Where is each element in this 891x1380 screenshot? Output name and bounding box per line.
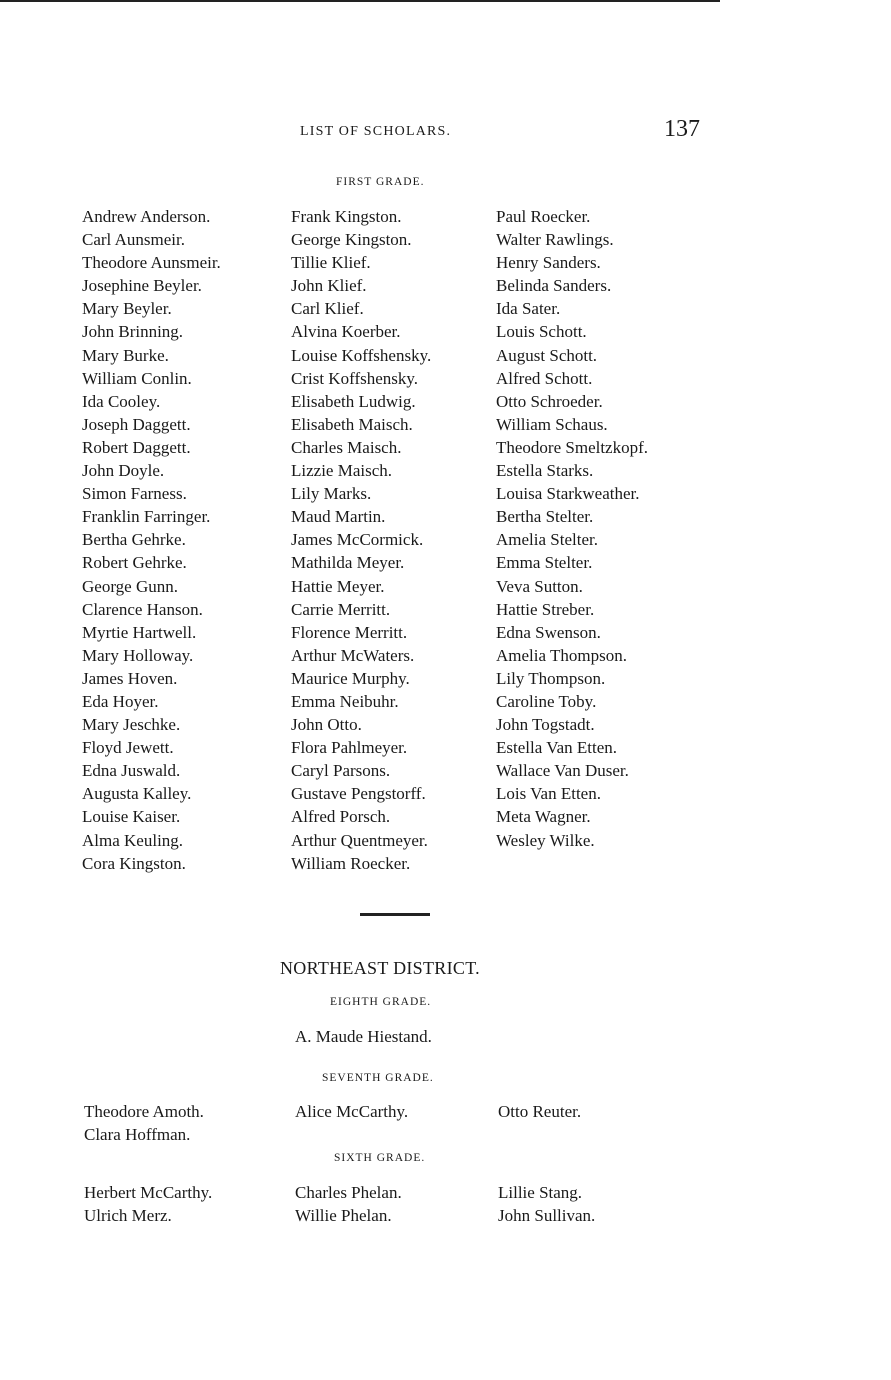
scholar-name: Alvina Koerber. [291, 322, 401, 342]
scholar-name: Hattie Streber. [496, 599, 595, 619]
scholar-name: Mathilda Meyer. [291, 553, 405, 573]
eighth-grade-name: A. Maude Hiestand. [295, 1027, 432, 1046]
scholar-name: John Otto. [291, 715, 362, 735]
scholar-name: Lily Marks. [291, 484, 372, 504]
scholar-name: Robert Daggett. [82, 437, 191, 457]
scholar-name: Caroline Toby. [496, 691, 597, 711]
scholar-name: Alice McCarthy. [295, 1102, 409, 1121]
scholar-name: Florence Merritt. [291, 622, 408, 642]
scholar-name: Emma Stelter. [496, 553, 593, 573]
scholar-name: Amelia Thompson. [496, 645, 627, 665]
scholar-name: Wallace Van Duser. [496, 761, 629, 781]
top-border-rule [0, 0, 720, 2]
scholar-name: William Conlin. [82, 368, 192, 388]
scholar-name: Hattie Meyer. [291, 576, 385, 596]
scholar-name: Amelia Stelter. [496, 530, 598, 550]
seventh-grade-heading: SEVENTH GRADE. [322, 1072, 434, 1084]
scholar-name: George Gunn. [82, 576, 178, 596]
scholar-name: Belinda Sanders. [496, 276, 612, 296]
eighth-grade-heading: EIGHTH GRADE. [330, 996, 432, 1008]
scholar-name: Bertha Gehrke. [82, 530, 186, 550]
scholar-name: William Schaus. [496, 414, 608, 434]
scholar-name: Estella Starks. [496, 461, 594, 481]
scholar-name: Charles Phelan. [295, 1183, 402, 1202]
scholar-name: Tillie Klief. [291, 253, 371, 273]
scholar-name: Eda Hoyer. [82, 691, 159, 711]
scholar-name: William Roecker. [291, 853, 411, 873]
scholar-name: Walter Rawlings. [496, 230, 614, 250]
scholar-name: Louise Koffshensky. [291, 345, 432, 365]
scholar-name: Josephine Beyler. [82, 276, 202, 296]
page-number: 137 [664, 116, 700, 142]
first-grade-column-3 [496, 205, 706, 852]
scholar-name: Crist Koffshensky. [291, 368, 419, 388]
scholar-name: Maurice Murphy. [291, 668, 410, 688]
scholar-name: Alfred Schott. [496, 368, 593, 388]
scholar-name: Myrtie Hartwell. [82, 622, 197, 642]
scholar-name: Veva Sutton. [496, 576, 583, 596]
scholar-name: Edna Swenson. [496, 622, 601, 642]
scholar-name: Wesley Wilke. [496, 830, 595, 850]
scholar-name: Joseph Daggett. [82, 414, 191, 434]
scholar-name: Arthur Quentmeyer. [291, 830, 428, 850]
sixth-grade-column-2 [295, 1181, 402, 1227]
scholar-name: Theodore Amoth. [84, 1102, 204, 1121]
scholar-name: August Schott. [496, 345, 598, 365]
first-grade-column-2 [291, 205, 501, 875]
scholar-name: Louis Schott. [496, 322, 587, 342]
district-title: NORTHEAST DISTRICT. [280, 958, 480, 978]
scholar-name: John Doyle. [82, 461, 165, 481]
sixth-grade-heading: SIXTH GRADE. [334, 1152, 426, 1164]
scholar-name: Paul Roecker. [496, 207, 591, 226]
scholar-name: Frank Kingston. [291, 207, 402, 226]
scholar-name: John Klief. [291, 276, 367, 296]
scholar-name: Gustave Pengstorff. [291, 784, 426, 804]
scholar-name: Bertha Stelter. [496, 507, 594, 527]
scholar-name: Franklin Farringer. [82, 507, 211, 527]
scholar-name: Lily Thompson. [496, 668, 606, 688]
scholar-name: Charles Maisch. [291, 437, 402, 457]
scholar-name: Maud Martin. [291, 507, 386, 527]
scholar-name: Arthur McWaters. [291, 645, 415, 665]
scholar-name: Otto Reuter. [498, 1102, 582, 1121]
scholar-name: Augusta Kalley. [82, 784, 192, 804]
scholar-name: Lois Van Etten. [496, 784, 601, 804]
scholar-name: John Brinning. [82, 322, 184, 342]
scholar-name: Simon Farness. [82, 484, 187, 504]
scholar-name: Lizzie Maisch. [291, 461, 393, 481]
scholar-name: Emma Neibuhr. [291, 691, 399, 711]
scholar-name: Meta Wagner. [496, 807, 591, 827]
scholar-name: Caryl Parsons. [291, 761, 391, 781]
scholar-name: Louisa Starkweather. [496, 484, 640, 504]
scholar-name: John Togstadt. [496, 715, 595, 735]
scholar-name: Elisabeth Ludwig. [291, 391, 416, 411]
scholar-name: Henry Sanders. [496, 253, 601, 273]
scholar-name: Carl Klief. [291, 299, 364, 319]
scholar-name: Floyd Jewett. [82, 738, 174, 758]
scholar-name: Herbert McCarthy. [84, 1183, 213, 1202]
section-divider [360, 913, 430, 916]
scholar-name: Andrew Anderson. [82, 207, 211, 226]
sixth-grade-column-3 [498, 1181, 595, 1227]
scholar-name: Robert Gehrke. [82, 553, 187, 573]
scholar-name: Ida Cooley. [82, 391, 161, 411]
scholar-name: Elisabeth Maisch. [291, 414, 413, 434]
scholar-name: Mary Beyler. [82, 299, 172, 319]
scholar-name: James McCormick. [291, 530, 424, 550]
scholar-name: Ulrich Merz. [84, 1206, 172, 1225]
scholar-name: Alfred Porsch. [291, 807, 391, 827]
running-title: LIST OF SCHOLARS. [300, 124, 452, 139]
scholar-name: Estella Van Etten. [496, 738, 618, 758]
scholar-name: Carl Aunsmeir. [82, 230, 185, 250]
scholar-name: Lillie Stang. [498, 1183, 583, 1202]
first-grade-column-1 [82, 205, 292, 875]
scholar-name: Willie Phelan. [295, 1206, 392, 1225]
scholar-name: Theodore Aunsmeir. [82, 253, 221, 273]
scholar-name: Otto Schroeder. [496, 391, 603, 411]
scholar-name: Mary Burke. [82, 345, 169, 365]
scholar-name: Theodore Smeltzkopf. [496, 437, 649, 457]
scholar-name: Mary Jeschke. [82, 715, 181, 735]
scholar-name: Mary Holloway. [82, 645, 194, 665]
first-grade-heading: FIRST GRADE. [336, 176, 425, 188]
scholar-name: Ida Sater. [496, 299, 561, 319]
scholar-name: George Kingston. [291, 230, 412, 250]
seventh-grade-column-3 [498, 1100, 581, 1123]
sixth-grade-column-1 [84, 1181, 212, 1227]
scholar-name: Alma Keuling. [82, 830, 184, 850]
scholar-name: Louise Kaiser. [82, 807, 181, 827]
seventh-grade-column-1 [84, 1100, 204, 1146]
scholar-name: Cora Kingston. [82, 853, 186, 873]
scholar-name: James Hoven. [82, 668, 178, 688]
seventh-grade-column-2 [295, 1100, 408, 1123]
scholar-name: Carrie Merritt. [291, 599, 391, 619]
scholar-name: Clara Hoffman. [84, 1125, 191, 1144]
scholar-name: John Sullivan. [498, 1206, 596, 1225]
scholar-name: Clarence Hanson. [82, 599, 203, 619]
scholar-name: Flora Pahlmeyer. [291, 738, 408, 758]
scholar-name: Edna Juswald. [82, 761, 181, 781]
